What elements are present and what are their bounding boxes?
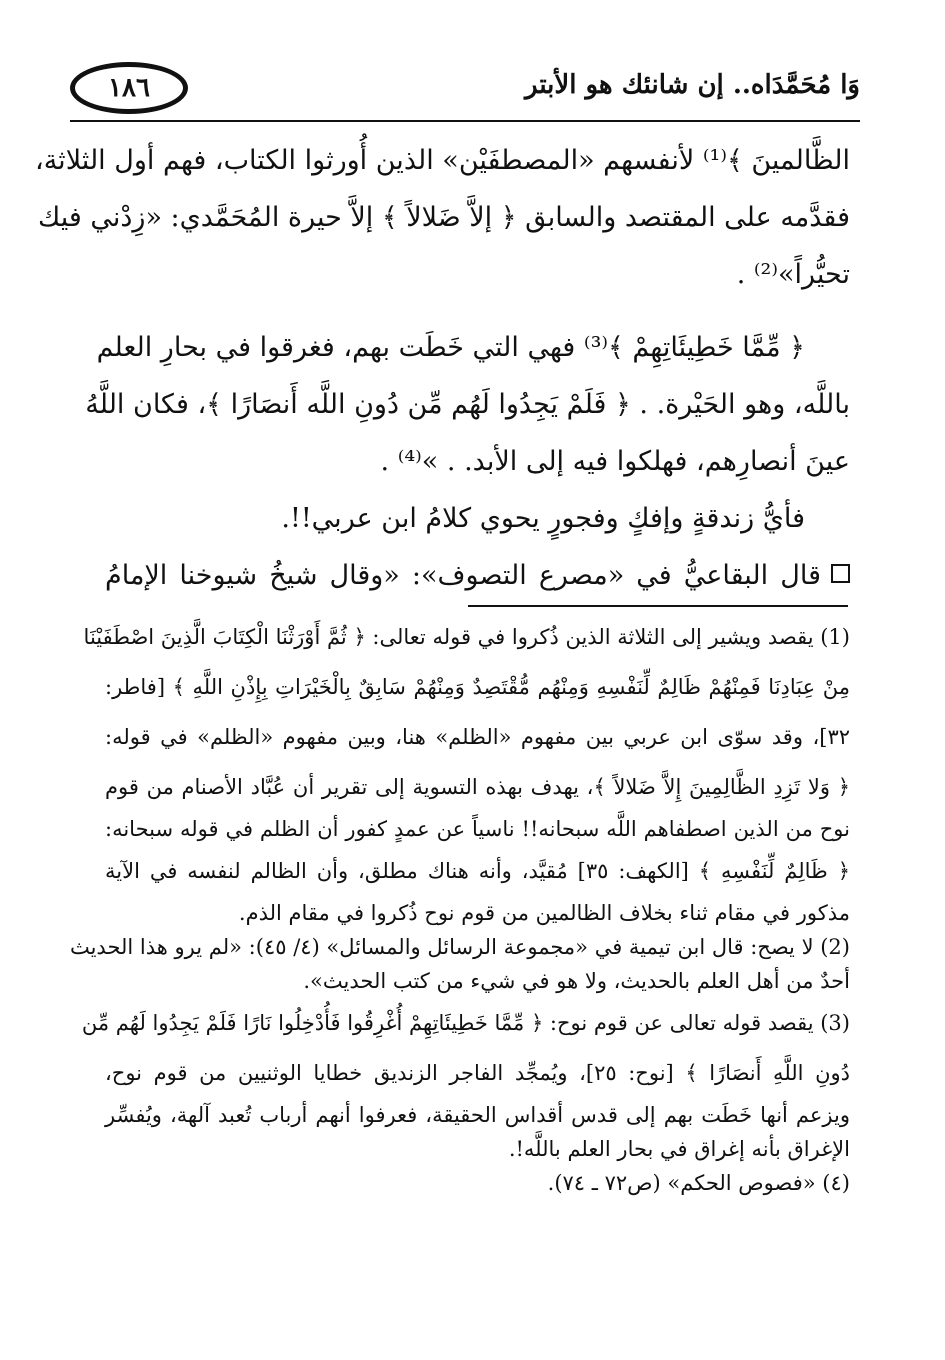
footnote-line: مِنْ عِبَادِنَا فَمِنْهُمْ ظَالِمٌ لِّنَفْسِهِ وَمِنْهُم مُّقْتَصِدٌ وَمِنْهُمْ سَابِقٌ بِالْخَيْرَاتِ بِإِذْنِ اللَّهِ ﴾ [فاطر: [105, 675, 850, 699]
text-line: تحيُّراً»⁽²⁾ . [736, 259, 850, 290]
header-divider [70, 120, 860, 122]
footnote-divider [468, 605, 848, 607]
footnote-line: الإغراق بأنه إغراق في بحار العلم باللَّه!. [508, 1137, 850, 1161]
footnote-line: أحدٌ من أهل العلم بالحديث، ولا هو في شيء من كتب الحديث». [303, 969, 850, 993]
main-text [34, 132, 850, 604]
running-title: وَا مُحَمَّدَاه.. إن شانئك هو الأبتر [524, 70, 860, 100]
footnote-line: ﴿ وَلا تَزِدِ الظَّالِمِينَ إِلاَّ ضَلالاً ﴾، يهدف بهذه التسوية إلى تقرير أن عُبَّاد الأصنام من قوم [105, 775, 850, 799]
footnote-line: ٣٢]، وقد سوّى ابن عربي بين مفهوم «الظلم» هنا، وبين مفهوم «الظلم» في قوله: [105, 725, 850, 749]
text-line: ﴿ مِّمَّا خَطِيئَاتِهِمْ ﴾⁽³⁾ فهي التي خَطَت بهم، فغرقوا في بحارِ العلم [96, 332, 805, 363]
text-line: عينَ أنصارِهم، فهلكوا فيه إلى الأبد. . »⁽⁴⁾ . [380, 446, 850, 477]
text-line [105, 547, 850, 604]
page-number: ١٨٦ [70, 62, 188, 114]
footnote-line: (٤) «فصوص الحكم» (ص٧٢ ـ ٧٤). [547, 1171, 850, 1195]
footnote-line: ﴿ ظَالِمٌ لِّنَفْسِهِ ﴾ [الكهف: ٣٥] مُقيَّد، وأنه هناك مطلق، وأن الظالم لنفسه في الآية [105, 859, 850, 883]
page-header [70, 58, 860, 122]
footnote-line: مذكور في مقام ثناء بخلاف الظالمين من قوم نوح ذُكروا في مقام الذم. [238, 901, 850, 925]
footnote-line: ويزعم أنها خَطَت بهم إلى قدس أقداس الحقيقة، فعرفوا أنهم أرباب تُعبد آلهة، ويُفسِّر [105, 1103, 850, 1127]
footnote-line: دُونِ اللَّهِ أَنصَارًا ﴾ [نوح: ٢٥]، ويُمجِّد الفاجر الزنديق خطايا الوثنيين من قوم نوح، [105, 1061, 850, 1085]
text-line: فقدَّمه على المقتصد والسابق ﴿ إلاَّ ضَلالاً ﴾ إلاَّ حيرة المُحَمَّدي: «زِدْني فيك [37, 202, 850, 233]
footnotes [69, 612, 850, 1200]
text-line-content: قال البقاعيُّ في «مصرع التصوف»: «وقال شيخُ شيوخنا الإمامُ [105, 560, 821, 591]
text-line: فأيُّ زندقةٍ وإفكٍ وفجورٍ يحوي كلامُ ابن عربي!!. [281, 503, 805, 534]
square-bullet-icon [831, 564, 850, 583]
text-line: باللَّه، وهو الحَيْرة. . ﴿ فَلَمْ يَجِدُوا لَهُم مِّن دُونِ اللَّه أَنصَارًا ﴾، فكان اللَّهُ [85, 389, 850, 420]
footnote-line: نوح من الذين اصطفاهم اللَّه سبحانه!! ناسياً عن عمدٍ كفور أن الظلم في قوله سبحانه: [105, 817, 850, 841]
footnote-line: (2) لا يصح: قال ابن تيمية في «مجموعة الرسائل والمسائل» (٤/ ٤٥): «لم يرو هذا الحديث [69, 935, 850, 959]
footnote-line: (3) يقصد قوله تعالى عن قوم نوح: ﴿ مِّمَّا خَطِيئَاتِهِمْ أُغْرِقُوا فَأُدْخِلُوا نَارًا فَلَمْ يَجِدُوا لَهُم مِّن [81, 1011, 850, 1035]
text-line: الظَّالمينَ ﴾⁽¹⁾ لأنفسهم «المصطفَيْن» الذين أُورثوا الكتاب، فهم أول الثلاثة، [34, 145, 850, 176]
footnote-line: (1) يقصد ويشير إلى الثلاثة الذين ذُكروا في قوله تعالى: ﴿ ثُمَّ أَوْرَثْنَا الْكِتَابَ الَّذِينَ اصْطَفَيْنَا [83, 625, 850, 649]
